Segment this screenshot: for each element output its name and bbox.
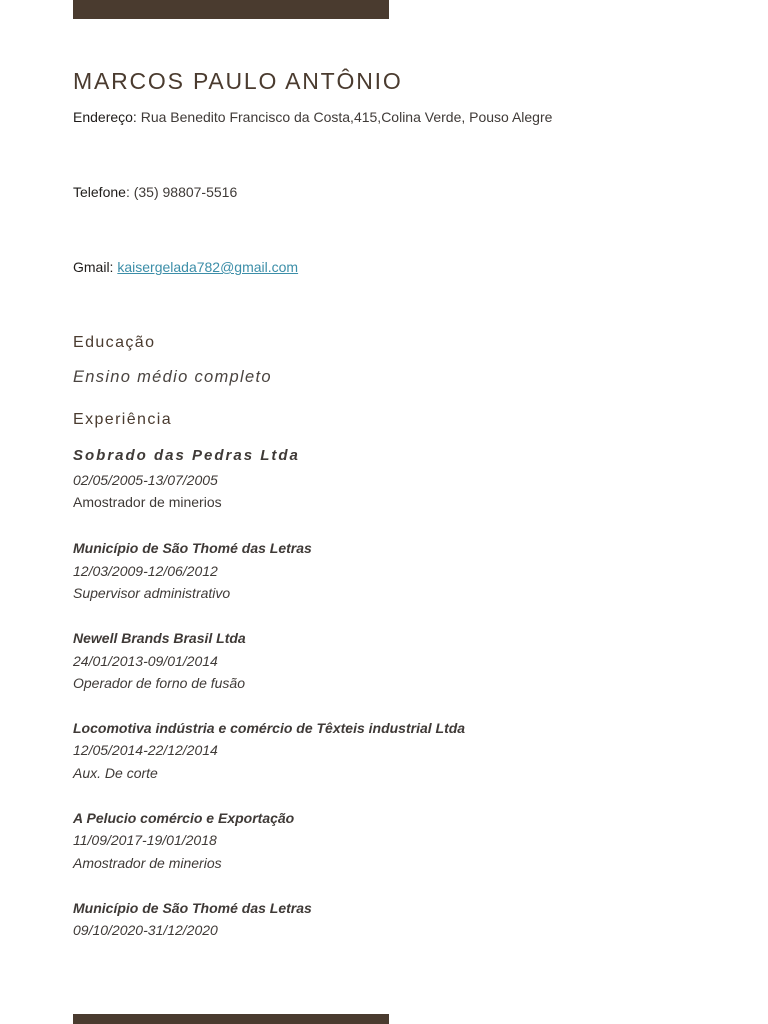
job-company: Município de São Thomé das Letras bbox=[73, 540, 312, 556]
job-period: 24/01/2013-09/01/2014 bbox=[73, 653, 218, 669]
resume-name: MARCOS PAULO ANTÔNIO bbox=[73, 68, 403, 94]
job-company: Locomotiva indústria e comércio de Têxteis industrial Ltda bbox=[73, 720, 466, 736]
job-company: A Pelucio comércio e Exportação bbox=[73, 810, 295, 826]
bottom-decorative-bar bbox=[73, 1014, 389, 1024]
education-value: Ensino médio completo bbox=[73, 368, 272, 386]
job-role: Operador de forno de fusão bbox=[73, 675, 246, 691]
email-link[interactable] bbox=[117, 259, 298, 275]
education-heading: Educação bbox=[73, 334, 156, 351]
job-role: Amostrador de minerios bbox=[73, 494, 222, 510]
job-period: 12/05/2014-22/12/2014 bbox=[73, 742, 218, 758]
job-period: 02/05/2005-13/07/2005 bbox=[73, 472, 218, 488]
address-label: Endereço: bbox=[73, 109, 137, 125]
job-company: Sobrado das Pedras Ltda bbox=[73, 447, 300, 464]
job-role: Aux. De corte bbox=[73, 765, 158, 781]
phone-value: : (35) 98807-5516 bbox=[125, 184, 238, 200]
email-value[interactable]: kaisergelada782@gmail.com bbox=[117, 259, 299, 275]
top-decorative-bar bbox=[73, 0, 389, 19]
phone-label: Telefone bbox=[73, 184, 126, 200]
job-period: 12/03/2009-12/06/2012 bbox=[73, 563, 218, 579]
phone-line bbox=[73, 184, 237, 200]
address-line bbox=[73, 109, 552, 125]
job-role: Amostrador de minerios bbox=[73, 855, 222, 871]
job-role: Supervisor administrativo bbox=[73, 585, 231, 601]
job-period: 11/09/2017-19/01/2018 bbox=[73, 832, 217, 848]
email-label: Gmail: bbox=[73, 259, 114, 275]
experience-heading: Experiência bbox=[73, 411, 173, 428]
email-line bbox=[73, 259, 298, 275]
job-company: Newell Brands Brasil Ltda bbox=[73, 630, 246, 646]
job-period: 09/10/2020-31/12/2020 bbox=[73, 922, 218, 938]
job-company: Município de São Thomé das Letras bbox=[73, 900, 312, 916]
address-value: Rua Benedito Francisco da Costa,415,Colina Verde, Pouso Alegre bbox=[136, 109, 553, 125]
